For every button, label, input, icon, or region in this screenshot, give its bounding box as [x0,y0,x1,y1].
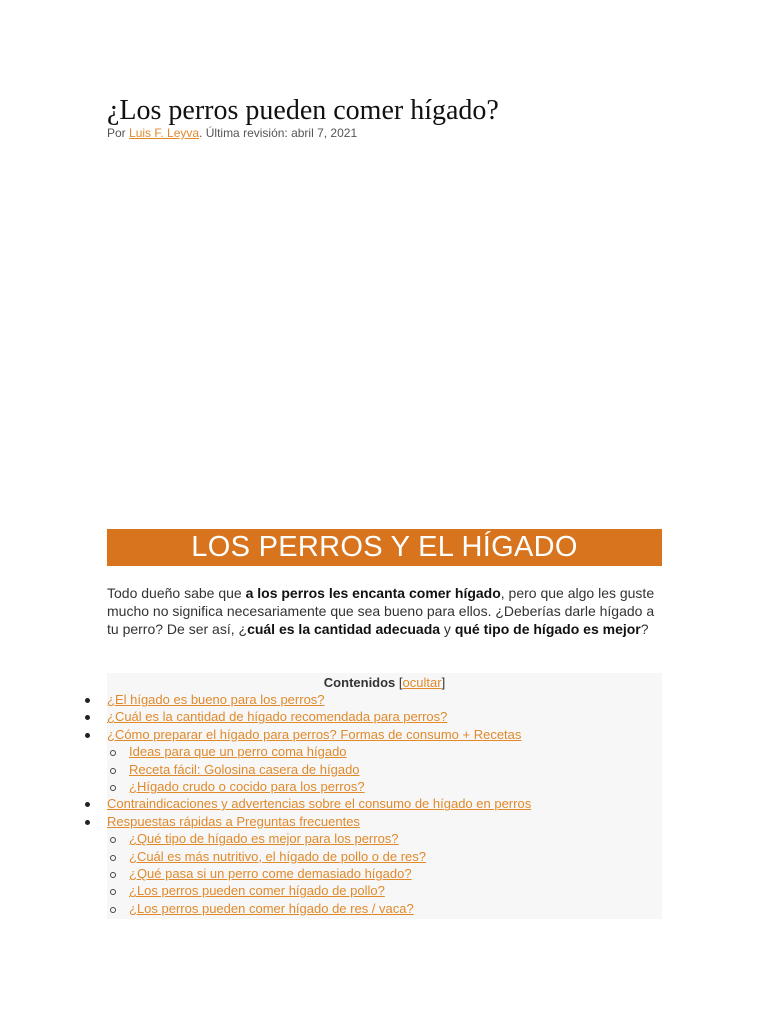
bullet-icon [85,802,90,807]
toc-item [107,726,662,743]
toc-item [107,813,662,830]
toc-header [107,673,662,691]
byline-date: . Última revisión: abril 7, 2021 [199,126,358,140]
toc-item [107,795,662,812]
bullet-icon [85,698,90,703]
toc-subitem [107,848,662,865]
toc-sublink[interactable]: ¿Qué pasa si un perro come demasiado hígado? [129,866,412,882]
intro-text-2: , pero que algo les guste mucho no significa necesariamente que sea bueno para ellos. ¿Deberías darle hígado a tu perro? De ser así, ¿ [107,585,655,637]
toc-heading: Contenidos [323,675,396,690]
toc-item [107,708,662,725]
toc-subitem [107,830,662,847]
toc-link[interactable]: ¿El hígado es bueno para los perros? [107,692,325,707]
intro-text-3: y [440,621,455,637]
circle-bullet-icon [110,855,116,861]
toc-subitem [107,900,662,917]
toc-sublink[interactable]: ¿Los perros pueden comer hígado de res / vaca? [129,900,414,916]
circle-bullet-icon [110,768,116,774]
byline [107,126,357,140]
table-of-contents [107,673,662,919]
toc-list [107,691,662,917]
toc-sublink[interactable]: ¿Qué tipo de hígado es mejor para los perros? [129,831,399,847]
circle-bullet-icon [110,907,116,913]
toc-sublink[interactable]: Receta fácil: Golosina casera de hígado [129,761,360,777]
circle-bullet-icon [110,785,116,791]
toc-item [107,691,662,708]
toc-link[interactable]: ¿Cuál es la cantidad de hígado recomendada para perros? [107,709,448,725]
circle-bullet-icon [110,872,116,878]
circle-bullet-icon [110,750,116,756]
toc-link[interactable]: Respuestas rápidas a Preguntas frecuentes [107,813,360,829]
section-banner: LOS PERROS Y EL HÍGADO [107,529,662,566]
toc-subitem [107,882,662,899]
article-title: ¿Los perros pueden comer hígado? [107,95,499,126]
toc-subitem [107,778,662,795]
bullet-icon [85,715,90,720]
toc-link[interactable]: Contraindicaciones y advertencias sobre el consumo de hígado en perros [107,796,532,812]
toc-subitem [107,761,662,778]
toc-sublink[interactable]: Ideas para que un perro coma hígado [129,744,347,760]
intro-bold-1: a los perros les encanta comer hígado [245,585,501,601]
intro-bold-3: qué tipo de hígado es mejor [454,621,641,637]
toc-link[interactable]: ¿Cómo preparar el hígado para perros? Formas de consumo + Recetas [107,726,522,742]
circle-bullet-icon [110,837,116,843]
bullet-icon [85,733,90,738]
circle-bullet-icon [110,889,116,895]
toc-bracket-close: ] [441,675,446,690]
intro-bold-2: cuál es la cantidad adecuada [247,621,441,637]
toc-subitem [107,743,662,760]
bullet-icon [85,820,90,825]
toc-bracket-open: [ [398,675,403,690]
intro-text-1: Todo dueño sabe que [107,585,246,601]
toc-sublink[interactable]: ¿Los perros pueden comer hígado de pollo? [129,883,385,899]
author-link[interactable]: Luis F. Leyva [129,126,200,140]
toc-subitem [107,865,662,882]
byline-prefix: Por [107,126,130,140]
intro-paragraph [107,584,665,638]
intro-text-4: ? [640,621,649,637]
toc-hide-toggle[interactable]: ocultar [402,675,442,690]
toc-sublink[interactable]: ¿Cuál es más nutritivo, el hígado de pollo o de res? [129,848,427,864]
toc-sublink[interactable]: ¿Hígado crudo o cocido para los perros? [129,779,365,795]
